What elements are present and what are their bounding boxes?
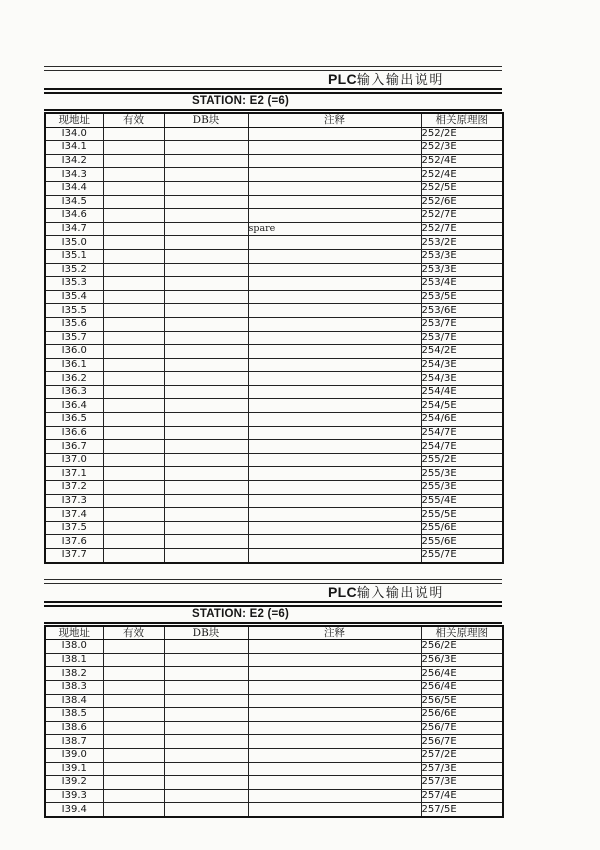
- cell-ref-diagram: 254/2E: [421, 345, 503, 359]
- cell-db-block: [164, 331, 248, 345]
- cell-address: I38.0: [45, 640, 103, 654]
- cell-valid: [103, 263, 164, 277]
- column-header-valid: 有效: [103, 626, 164, 640]
- table-row: [45, 209, 503, 223]
- cell-valid: [103, 803, 164, 817]
- cell-address: I34.7: [45, 222, 103, 236]
- column-header-ref-diagram: 相关原理图: [421, 113, 503, 127]
- cell-address: I35.7: [45, 331, 103, 345]
- cell-valid: [103, 521, 164, 535]
- station-label: STATION: E2 (=6): [44, 94, 502, 111]
- cell-ref-diagram: 253/4E: [421, 277, 503, 291]
- title-text: 输入输出说明: [356, 585, 444, 601]
- cell-valid: [103, 708, 164, 722]
- cell-comment: [248, 413, 421, 427]
- cell-comment: [248, 399, 421, 413]
- column-header-valid: 有效: [103, 113, 164, 127]
- cell-db-block: [164, 127, 248, 141]
- cell-comment: [248, 345, 421, 359]
- cell-address: I39.3: [45, 789, 103, 803]
- cell-valid: [103, 508, 164, 522]
- cell-valid: [103, 127, 164, 141]
- cell-comment: [248, 481, 421, 495]
- cell-address: I34.1: [45, 141, 103, 155]
- cell-address: I36.4: [45, 399, 103, 413]
- cell-valid: [103, 317, 164, 331]
- cell-address: I36.2: [45, 372, 103, 386]
- cell-ref-diagram: 252/4E: [421, 154, 503, 168]
- cell-db-block: [164, 708, 248, 722]
- cell-ref-diagram: 252/4E: [421, 168, 503, 182]
- title-prefix: PLC: [328, 583, 357, 600]
- cell-comment: [248, 721, 421, 735]
- cell-address: I36.7: [45, 440, 103, 454]
- cell-valid: [103, 358, 164, 372]
- cell-ref-diagram: 256/4E: [421, 667, 503, 681]
- table-row: [45, 399, 503, 413]
- cell-db-block: [164, 195, 248, 209]
- cell-ref-diagram: 256/7E: [421, 735, 503, 749]
- cell-valid: [103, 290, 164, 304]
- table-row: [45, 263, 503, 277]
- cell-ref-diagram: 255/6E: [421, 521, 503, 535]
- cell-ref-diagram: 252/5E: [421, 181, 503, 195]
- cell-comment: [248, 127, 421, 141]
- cell-address: I35.2: [45, 263, 103, 277]
- cell-valid: [103, 304, 164, 318]
- cell-db-block: [164, 680, 248, 694]
- table-row: [45, 467, 503, 481]
- cell-comment: [248, 494, 421, 508]
- cell-comment: [248, 640, 421, 654]
- table-row: [45, 304, 503, 318]
- cell-db-block: [164, 426, 248, 440]
- cell-ref-diagram: 253/3E: [421, 263, 503, 277]
- cell-ref-diagram: 255/5E: [421, 508, 503, 522]
- column-header-ref-diagram: 相关原理图: [421, 626, 503, 640]
- cell-valid: [103, 721, 164, 735]
- cell-ref-diagram: 254/5E: [421, 399, 503, 413]
- cell-address: I38.1: [45, 653, 103, 667]
- plc-io-section: [44, 66, 502, 564]
- title-text: 输入输出说明: [356, 73, 444, 88]
- cell-address: I38.6: [45, 721, 103, 735]
- cell-valid: [103, 481, 164, 495]
- cell-ref-diagram: 252/6E: [421, 195, 503, 209]
- cell-valid: [103, 776, 164, 790]
- cell-address: I37.0: [45, 453, 103, 467]
- cell-valid: [103, 494, 164, 508]
- cell-valid: [103, 549, 164, 563]
- cell-comment: [248, 141, 421, 155]
- header-row: [45, 113, 503, 127]
- cell-address: I36.6: [45, 426, 103, 440]
- io-table: [44, 625, 504, 818]
- cell-ref-diagram: 257/3E: [421, 762, 503, 776]
- cell-comment: [248, 426, 421, 440]
- cell-address: I35.0: [45, 236, 103, 250]
- cell-comment: [248, 803, 421, 817]
- cell-db-block: [164, 640, 248, 654]
- cell-ref-diagram: 257/5E: [421, 803, 503, 817]
- cell-comment: [248, 535, 421, 549]
- cell-db-block: [164, 263, 248, 277]
- cell-address: I34.4: [45, 181, 103, 195]
- cell-ref-diagram: 257/3E: [421, 776, 503, 790]
- cell-address: I39.1: [45, 762, 103, 776]
- cell-address: I35.4: [45, 290, 103, 304]
- cell-ref-diagram: 255/7E: [421, 549, 503, 563]
- cell-ref-diagram: 253/3E: [421, 249, 503, 263]
- cell-ref-diagram: 257/4E: [421, 789, 503, 803]
- column-header-db-block: DB块: [164, 626, 248, 640]
- cell-db-block: [164, 181, 248, 195]
- cell-ref-diagram: 254/3E: [421, 372, 503, 386]
- cell-address: I36.0: [45, 345, 103, 359]
- cell-valid: [103, 762, 164, 776]
- cell-db-block: [164, 467, 248, 481]
- cell-db-block: [164, 481, 248, 495]
- cell-ref-diagram: 252/7E: [421, 222, 503, 236]
- table-row: [45, 481, 503, 495]
- cell-ref-diagram: 255/3E: [421, 481, 503, 495]
- cell-valid: [103, 331, 164, 345]
- cell-ref-diagram: 252/3E: [421, 141, 503, 155]
- table-row: [45, 440, 503, 454]
- cell-db-block: [164, 789, 248, 803]
- cell-comment: [248, 762, 421, 776]
- cell-comment: [248, 549, 421, 563]
- cell-ref-diagram: 257/2E: [421, 748, 503, 762]
- table-row: [45, 494, 503, 508]
- cell-valid: [103, 640, 164, 654]
- table-row: [45, 222, 503, 236]
- cell-valid: [103, 345, 164, 359]
- cell-ref-diagram: 254/7E: [421, 440, 503, 454]
- cell-comment: [248, 195, 421, 209]
- table-row: [45, 721, 503, 735]
- cell-comment: [248, 209, 421, 223]
- column-header-comment: 注释: [248, 626, 421, 640]
- cell-db-block: [164, 653, 248, 667]
- cell-db-block: [164, 222, 248, 236]
- cell-valid: [103, 735, 164, 749]
- table-row: [45, 508, 503, 522]
- cell-address: I34.0: [45, 127, 103, 141]
- table-row: [45, 277, 503, 291]
- cell-ref-diagram: 256/7E: [421, 721, 503, 735]
- cell-ref-diagram: 253/7E: [421, 331, 503, 345]
- cell-valid: [103, 653, 164, 667]
- cell-address: I37.2: [45, 481, 103, 495]
- cell-address: I37.1: [45, 467, 103, 481]
- cell-address: I34.5: [45, 195, 103, 209]
- cell-db-block: [164, 694, 248, 708]
- table-row: [45, 694, 503, 708]
- cell-comment: [248, 181, 421, 195]
- cell-valid: [103, 789, 164, 803]
- cell-ref-diagram: 255/4E: [421, 494, 503, 508]
- cell-comment: [248, 667, 421, 681]
- table-row: [45, 236, 503, 250]
- cell-db-block: [164, 549, 248, 563]
- cell-comment: [248, 385, 421, 399]
- cell-address: I35.6: [45, 317, 103, 331]
- cell-comment: [248, 708, 421, 722]
- table-row: [45, 141, 503, 155]
- cell-comment: [248, 290, 421, 304]
- cell-db-block: [164, 453, 248, 467]
- cell-db-block: [164, 304, 248, 318]
- cell-valid: [103, 181, 164, 195]
- cell-comment: [248, 467, 421, 481]
- cell-address: I34.6: [45, 209, 103, 223]
- cell-valid: [103, 141, 164, 155]
- cell-valid: [103, 426, 164, 440]
- table-row: [45, 653, 503, 667]
- table-row: [45, 127, 503, 141]
- cell-valid: [103, 467, 164, 481]
- cell-valid: [103, 168, 164, 182]
- cell-comment: [248, 440, 421, 454]
- cell-valid: [103, 667, 164, 681]
- cell-db-block: [164, 290, 248, 304]
- cell-db-block: [164, 249, 248, 263]
- cell-address: I36.5: [45, 413, 103, 427]
- table-row: [45, 776, 503, 790]
- cell-address: I36.3: [45, 385, 103, 399]
- table-row: [45, 426, 503, 440]
- cell-address: I39.2: [45, 776, 103, 790]
- cell-ref-diagram: 254/7E: [421, 426, 503, 440]
- cell-db-block: [164, 748, 248, 762]
- plc-io-section: [44, 579, 502, 818]
- cell-db-block: [164, 345, 248, 359]
- cell-db-block: [164, 399, 248, 413]
- cell-valid: [103, 399, 164, 413]
- cell-db-block: [164, 385, 248, 399]
- table-row: [45, 345, 503, 359]
- cell-valid: [103, 385, 164, 399]
- cell-comment: [248, 304, 421, 318]
- cell-db-block: [164, 317, 248, 331]
- cell-address: I37.3: [45, 494, 103, 508]
- cell-address: I34.2: [45, 154, 103, 168]
- cell-valid: [103, 195, 164, 209]
- header-row: [45, 626, 503, 640]
- cell-valid: [103, 440, 164, 454]
- column-header-comment: 注释: [248, 113, 421, 127]
- table-row: [45, 249, 503, 263]
- table-row: [45, 667, 503, 681]
- cell-db-block: [164, 209, 248, 223]
- cell-valid: [103, 680, 164, 694]
- cell-address: I38.3: [45, 680, 103, 694]
- cell-db-block: [164, 521, 248, 535]
- cell-db-block: [164, 141, 248, 155]
- cell-address: I37.6: [45, 535, 103, 549]
- cell-comment: [248, 776, 421, 790]
- cell-db-block: [164, 762, 248, 776]
- cell-comment: [248, 748, 421, 762]
- cell-valid: [103, 154, 164, 168]
- cell-ref-diagram: 253/2E: [421, 236, 503, 250]
- cell-ref-diagram: 255/6E: [421, 535, 503, 549]
- table-row: [45, 290, 503, 304]
- cell-address: I36.1: [45, 358, 103, 372]
- cell-db-block: [164, 735, 248, 749]
- cell-comment: [248, 236, 421, 250]
- cell-valid: [103, 249, 164, 263]
- cell-address: I38.2: [45, 667, 103, 681]
- section-title: [44, 584, 502, 601]
- cell-valid: [103, 413, 164, 427]
- title-prefix: PLC: [328, 71, 357, 87]
- cell-db-block: [164, 154, 248, 168]
- table-row: [45, 453, 503, 467]
- cell-db-block: [164, 236, 248, 250]
- cell-ref-diagram: 252/2E: [421, 127, 503, 141]
- cell-valid: [103, 277, 164, 291]
- station-label: STATION: E2 (=6): [44, 607, 502, 624]
- table-row: [45, 762, 503, 776]
- cell-ref-diagram: 255/2E: [421, 453, 503, 467]
- cell-comment: [248, 277, 421, 291]
- table-row: [45, 640, 503, 654]
- cell-db-block: [164, 372, 248, 386]
- cell-address: I34.3: [45, 168, 103, 182]
- cell-comment: [248, 154, 421, 168]
- cell-comment: [248, 453, 421, 467]
- column-header-address: 现地址: [45, 626, 103, 640]
- cell-ref-diagram: 254/4E: [421, 385, 503, 399]
- cell-comment: [248, 317, 421, 331]
- table-row: [45, 413, 503, 427]
- cell-comment: spare: [248, 222, 421, 236]
- cell-ref-diagram: 254/6E: [421, 413, 503, 427]
- cell-address: I35.5: [45, 304, 103, 318]
- cell-db-block: [164, 535, 248, 549]
- cell-valid: [103, 372, 164, 386]
- cell-address: I35.1: [45, 249, 103, 263]
- cell-ref-diagram: 253/5E: [421, 290, 503, 304]
- table-row: [45, 154, 503, 168]
- cell-db-block: [164, 721, 248, 735]
- cell-comment: [248, 168, 421, 182]
- table-row: [45, 385, 503, 399]
- table-row: [45, 789, 503, 803]
- cell-db-block: [164, 803, 248, 817]
- table-row: [45, 181, 503, 195]
- table-row: [45, 195, 503, 209]
- cell-valid: [103, 209, 164, 223]
- column-header-db-block: DB块: [164, 113, 248, 127]
- table-row: [45, 549, 503, 563]
- cell-comment: [248, 680, 421, 694]
- cell-valid: [103, 748, 164, 762]
- cell-ref-diagram: 252/7E: [421, 209, 503, 223]
- cell-db-block: [164, 667, 248, 681]
- table-row: [45, 521, 503, 535]
- cell-comment: [248, 263, 421, 277]
- cell-address: I37.5: [45, 521, 103, 535]
- cell-ref-diagram: 256/3E: [421, 653, 503, 667]
- cell-comment: [248, 372, 421, 386]
- cell-comment: [248, 735, 421, 749]
- cell-valid: [103, 694, 164, 708]
- cell-ref-diagram: 255/3E: [421, 467, 503, 481]
- document-content: [44, 66, 502, 833]
- io-table: [44, 112, 504, 564]
- table-row: [45, 358, 503, 372]
- cell-valid: [103, 453, 164, 467]
- cell-db-block: [164, 277, 248, 291]
- cell-address: I38.7: [45, 735, 103, 749]
- cell-ref-diagram: 256/6E: [421, 708, 503, 722]
- table-row: [45, 708, 503, 722]
- table-row: [45, 331, 503, 345]
- cell-db-block: [164, 413, 248, 427]
- cell-address: I38.4: [45, 694, 103, 708]
- cell-address: I35.3: [45, 277, 103, 291]
- cell-comment: [248, 331, 421, 345]
- cell-comment: [248, 358, 421, 372]
- cell-db-block: [164, 776, 248, 790]
- cell-address: I39.0: [45, 748, 103, 762]
- cell-db-block: [164, 358, 248, 372]
- table-row: [45, 168, 503, 182]
- cell-ref-diagram: 256/2E: [421, 640, 503, 654]
- table-row: [45, 535, 503, 549]
- table-row: [45, 735, 503, 749]
- cell-valid: [103, 236, 164, 250]
- section-title: [44, 71, 502, 88]
- cell-db-block: [164, 168, 248, 182]
- cell-db-block: [164, 508, 248, 522]
- table-row: [45, 680, 503, 694]
- cell-comment: [248, 653, 421, 667]
- cell-comment: [248, 249, 421, 263]
- cell-db-block: [164, 440, 248, 454]
- cell-address: I37.4: [45, 508, 103, 522]
- cell-address: I38.5: [45, 708, 103, 722]
- table-row: [45, 372, 503, 386]
- cell-address: I37.7: [45, 549, 103, 563]
- cell-ref-diagram: 253/7E: [421, 317, 503, 331]
- cell-comment: [248, 521, 421, 535]
- cell-ref-diagram: 253/6E: [421, 304, 503, 318]
- cell-valid: [103, 535, 164, 549]
- cell-ref-diagram: 256/4E: [421, 680, 503, 694]
- table-row: [45, 803, 503, 817]
- cell-ref-diagram: 254/3E: [421, 358, 503, 372]
- column-header-address: 现地址: [45, 113, 103, 127]
- cell-comment: [248, 694, 421, 708]
- cell-comment: [248, 789, 421, 803]
- cell-db-block: [164, 494, 248, 508]
- cell-valid: [103, 222, 164, 236]
- table-row: [45, 317, 503, 331]
- cell-ref-diagram: 256/5E: [421, 694, 503, 708]
- cell-comment: [248, 508, 421, 522]
- cell-address: I39.4: [45, 803, 103, 817]
- table-row: [45, 748, 503, 762]
